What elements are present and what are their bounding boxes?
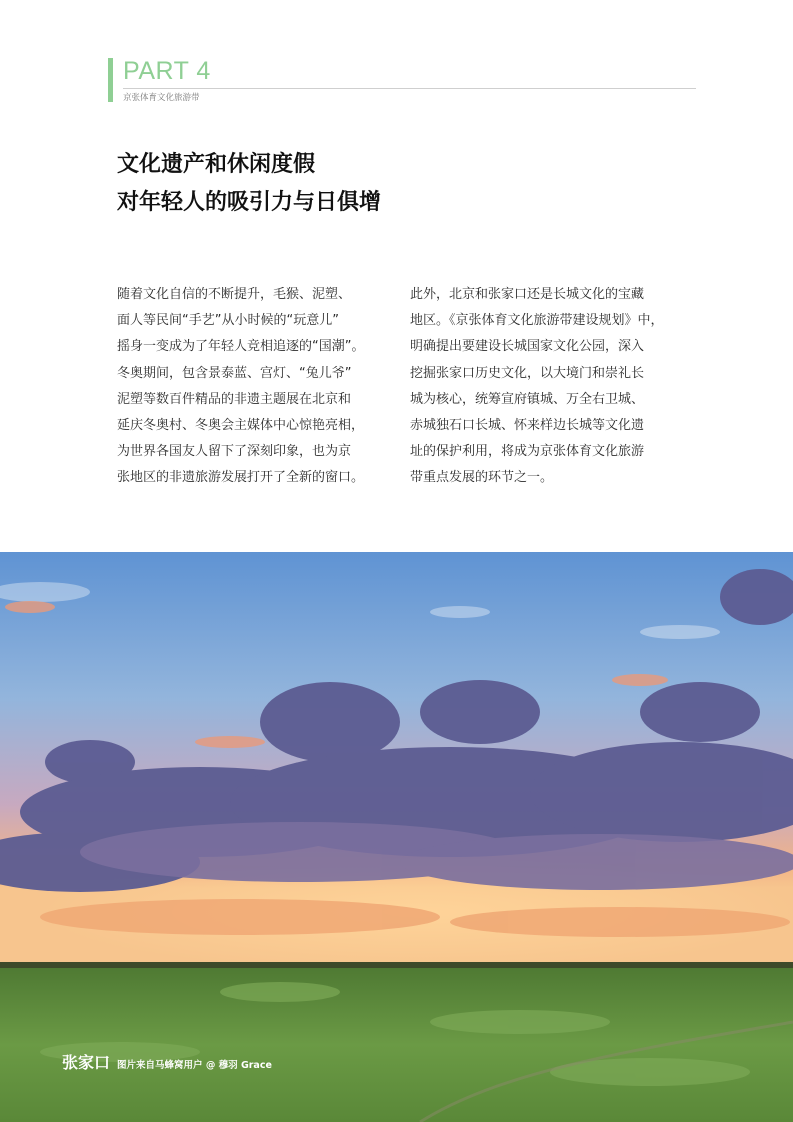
body-column-left — [117, 282, 397, 492]
body-line: 城为核心，统筹宣府镇城、万全右卫城、 — [410, 391, 645, 407]
body-line: 随着文化自信的不断提升，毛猴、泥塑、 — [117, 287, 352, 302]
section-header — [108, 58, 696, 102]
body-line: 明确提出要建设长城国家文化公园，深入 — [410, 339, 645, 355]
accent-bar — [108, 58, 113, 102]
article-title — [117, 146, 381, 222]
body-line: 泥塑等数百件精品的非遗主题展在北京和 — [117, 391, 352, 407]
body-line: 挖掘张家口历史文化，以大境门和崇礼长 — [410, 365, 645, 381]
body-line: 此外，北京和张家口还是长城文化的宝藏 — [410, 287, 645, 302]
body-line: 地区。《京张体育文化旅游带建设规划》中， — [410, 313, 664, 329]
title-line-1: 文化遗产和休闲度假 — [117, 152, 316, 177]
title-line-2: 对年轻人的吸引力与日俱增 — [117, 190, 382, 215]
body-line: 摇身一变成为了年轻人竞相追逐的“国潮”。 — [117, 339, 365, 355]
sunset-grassland-image — [0, 552, 793, 1122]
body-line: 带重点发展的环节之一。 — [410, 470, 554, 486]
photo-credit-text: 图片来自马蜂窝用户 @ 穆羽 Grace — [117, 1060, 272, 1071]
body-column-right — [410, 282, 688, 492]
body-line: 址的保护利用，将成为京张体育文化旅游 — [410, 444, 645, 460]
part-label: PART 4 — [123, 57, 211, 85]
body-line: 面人等民间“手艺”从小时候的“玩意儿” — [117, 313, 339, 329]
landscape-photo — [0, 552, 793, 1122]
photo-location: 张家口 — [62, 1053, 111, 1072]
header-divider — [123, 88, 696, 89]
body-line: 冬奥期间，包含景泰蓝、宫灯、“兔儿爷” — [117, 365, 352, 381]
photo-credit — [62, 1050, 272, 1073]
body-line: 张地区的非遗旅游发展打开了全新的窗口。 — [117, 470, 365, 486]
section-subtitle: 京张体育文化旅游带 — [123, 93, 200, 103]
body-line: 为世界各国友人留下了深刻印象，也为京 — [117, 444, 352, 460]
body-line: 延庆冬奥村、冬奥会主媒体中心惊艳亮相， — [117, 418, 365, 434]
body-line: 赤城独石口长城、怀来样边长城等文化遗 — [410, 418, 645, 434]
